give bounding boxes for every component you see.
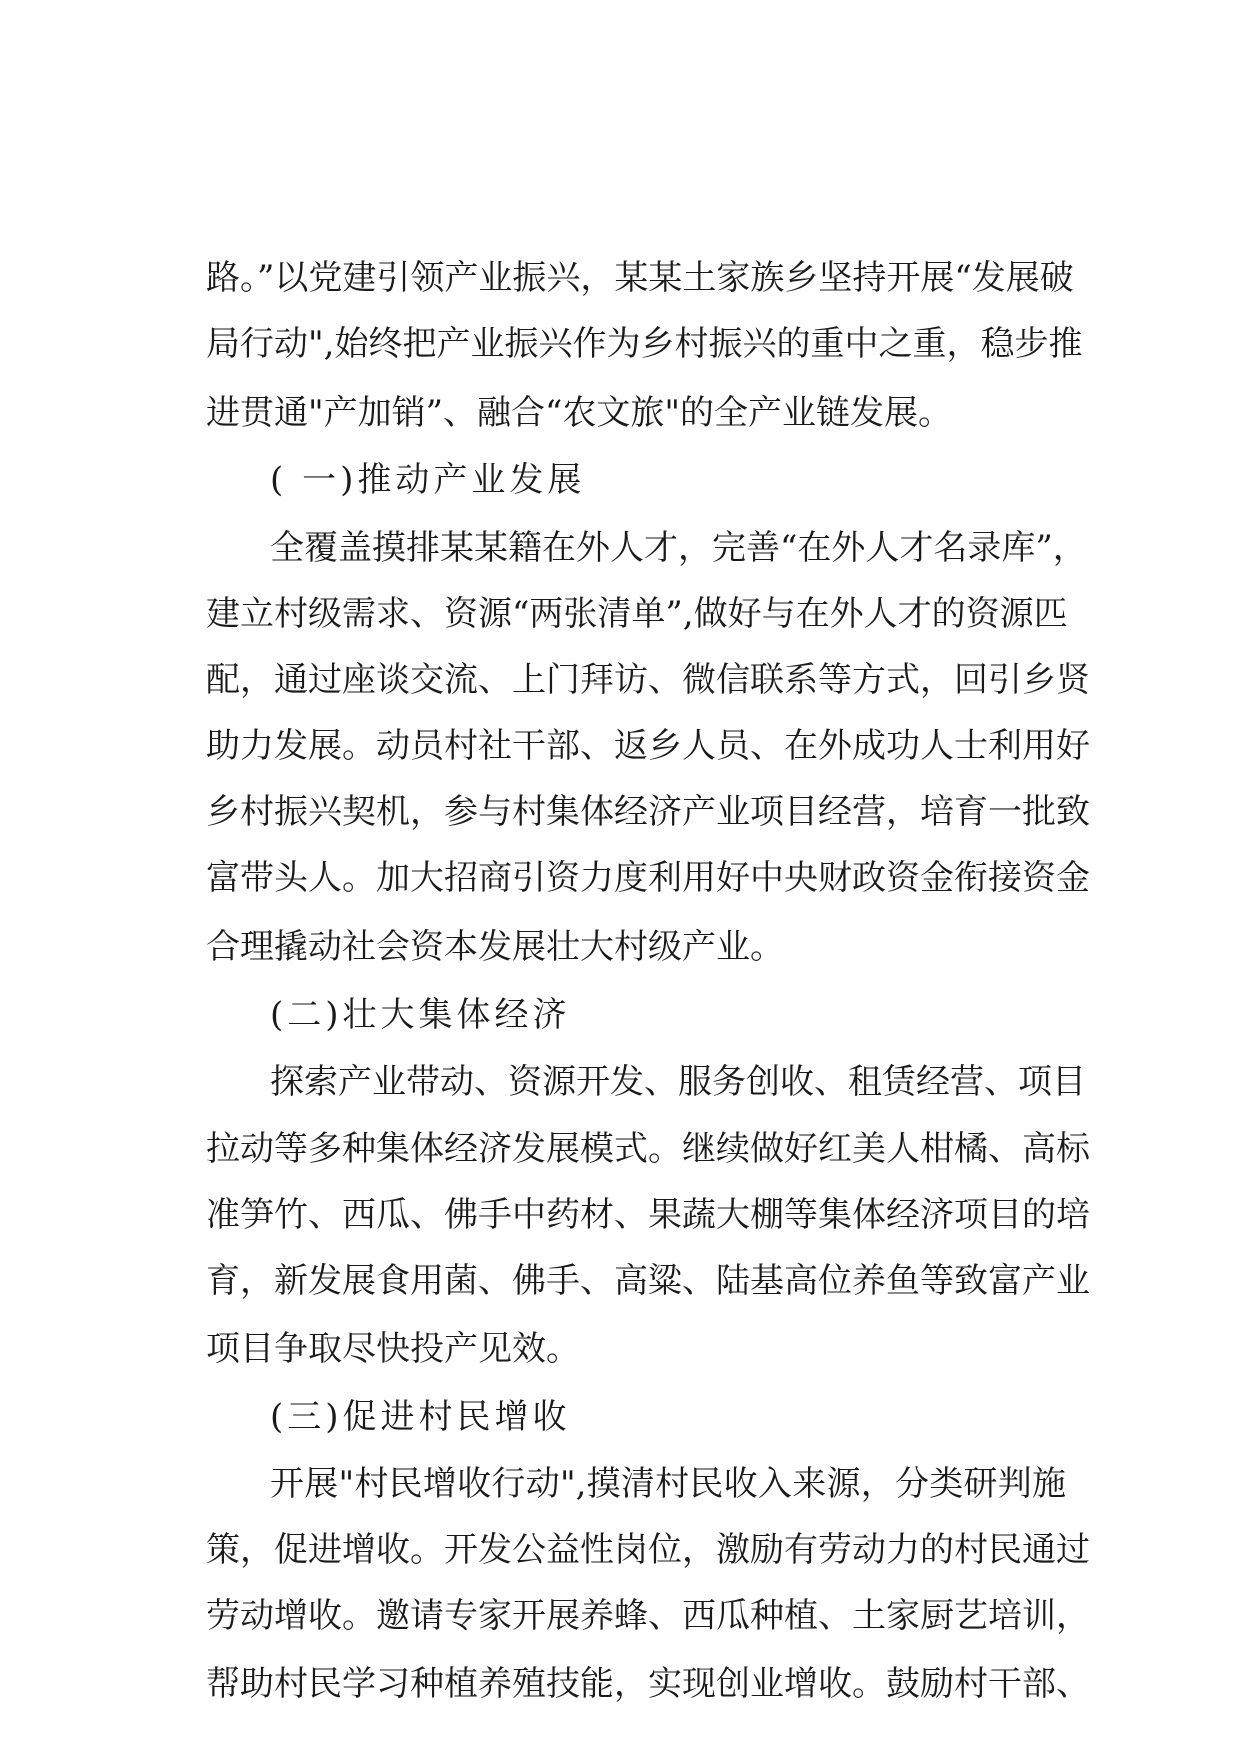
section2-line-3: 准笋竹、西瓜、佛手中药材、果蔬大棚等集体经济项目的培 bbox=[206, 1195, 1090, 1235]
section2-line-4: 育，新发展食用菌、佛手、高粱、陆基高位养鱼等致富产业 bbox=[206, 1261, 1090, 1301]
section1-line-1: 全覆盖摸排某某籍在外人才，完善“在外人才名录库”， bbox=[270, 528, 1087, 568]
section1-line-6: 富带头人。加大招商引资力度利用好中央财政资金衔接资金 bbox=[206, 858, 1090, 898]
section3-line-3: 劳动增收。邀请专家开展养蜂、西瓜种植、土家厨艺培训， bbox=[206, 1596, 1090, 1636]
section3-line-2: 策，促进增收。开发公益性岗位，激励有劳动力的村民通过 bbox=[206, 1530, 1090, 1570]
intro-line-3: 进贯通"产加销”、融合“农文旅"的全产业链发展。 bbox=[206, 393, 953, 433]
section2-line-5: 项目争取尽快投产见效。 bbox=[206, 1329, 580, 1369]
intro-line-1: 路。”以党建引领产业振兴，某某土家族乡坚持开展“发展破 bbox=[206, 258, 1074, 298]
section3-line-4: 帮助村民学习种植养殖技能，实现创业增收。鼓励村干部、 bbox=[206, 1664, 1090, 1704]
section1-line-2: 建立村级需求、资源“两张清单”,做好与在外人才的资源匹 bbox=[206, 594, 1068, 634]
section1-line-4: 助力发展。动员村社干部、返乡人员、在外成功人士利用好 bbox=[206, 726, 1090, 766]
section1-line-5: 乡村振兴契机，参与村集体经济产业项目经营，培育一批致 bbox=[206, 792, 1090, 832]
intro-line-2: 局行动",始终把产业振兴作为乡村振兴的重中之重，稳步推 bbox=[206, 324, 1083, 364]
section-heading-2: (二)壮大集体经济 bbox=[270, 995, 571, 1035]
section2-line-2: 拉动等多种集体经济发展模式。继续做好红美人柑橘、高标 bbox=[206, 1129, 1090, 1169]
section2-line-1: 探索产业带动、资源开发、服务创收、租赁经营、项目 bbox=[270, 1062, 1086, 1102]
section1-line-3: 配，通过座谈交流、上门拜访、微信联系等方式，回引乡贤 bbox=[206, 660, 1090, 700]
section-heading-1: ( 一)推动产业发展 bbox=[270, 460, 586, 500]
section3-line-1: 开展"村民增收行动",摸清村民收入来源，分类研判施 bbox=[270, 1464, 1066, 1504]
section-heading-3: (三)促进村民增收 bbox=[270, 1397, 571, 1437]
section1-line-7: 合理撬动社会资本发展壮大村级产业。 bbox=[206, 927, 784, 967]
